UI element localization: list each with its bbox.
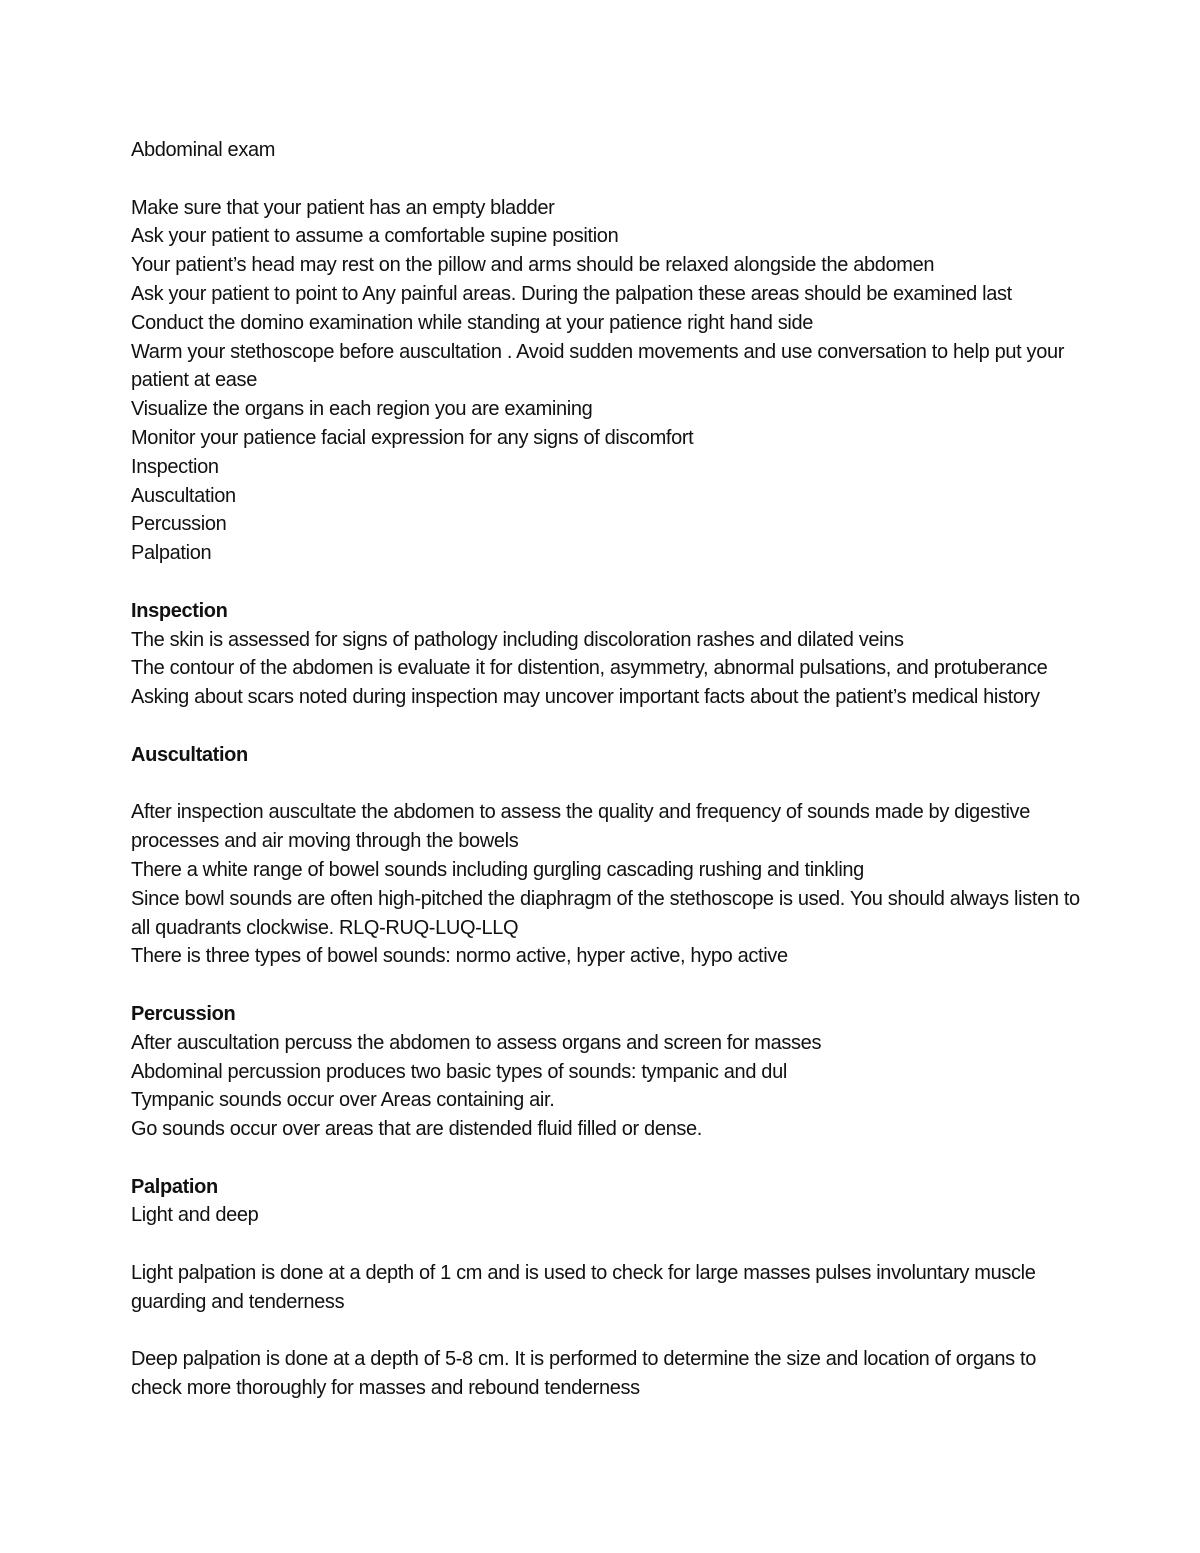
- intro-line: Make sure that your patient has an empty bladder: [131, 196, 555, 219]
- blank-line: [131, 1230, 1081, 1259]
- inspection-line: The skin is assessed for signs of pathology including discoloration rashes and dilated veins: [131, 628, 904, 651]
- blank-line: [131, 1317, 1081, 1346]
- inspection-section: [131, 597, 1081, 712]
- inspection-line: The contour of the abdomen is evaluate it for distention, asymmetry, abnormal pulsations, and protuberance: [131, 657, 1048, 680]
- intro-line: Ask your patient to assume a comfortable supine position: [131, 225, 619, 248]
- intro-line: Inspection: [131, 455, 219, 478]
- percussion-line: After auscultation percuss the abdomen to assess organs and screen for masses: [131, 1031, 822, 1054]
- percussion-line: Tympanic sounds occur over Areas containing air.: [131, 1089, 555, 1112]
- intro-line: Palpation: [131, 542, 212, 565]
- intro-line: Your patient’s head may rest on the pillow and arms should be relaxed alongside the abdomen: [131, 254, 935, 277]
- intro-line: Ask your patient to point to Any painful areas. During the palpation these areas should be examined last: [131, 282, 1012, 305]
- auscultation-line: There a white range of bowel sounds including gurgling cascading rushing and tinkling: [131, 858, 864, 881]
- auscultation-line: There is three types of bowel sounds: normo active, hyper active, hypo active: [131, 945, 788, 968]
- palpation-heading: Palpation: [131, 1175, 218, 1198]
- blank-line: [131, 1144, 1081, 1173]
- intro-line: Percussion: [131, 513, 227, 536]
- document-title: Abdominal exam: [131, 139, 276, 161]
- intro-line: Auscultation: [131, 484, 236, 507]
- intro-line: Warm your stethoscope before auscultation . Avoid sudden movements and use conversation to help put your patient at ease: [131, 340, 1065, 392]
- percussion-line: Abdominal percussion produces two basic types of sounds: tympanic and dul: [131, 1060, 787, 1083]
- intro-line: Visualize the organs in each region you are examining: [131, 398, 593, 421]
- palpation-section: [131, 1173, 1081, 1403]
- percussion-line: Go sounds occur over areas that are distended fluid filled or dense.: [131, 1118, 702, 1141]
- intro-section: [131, 194, 1081, 568]
- auscultation-heading: Auscultation: [131, 743, 248, 766]
- palpation-subtitle: Light and deep: [131, 1204, 259, 1227]
- auscultation-line: After inspection auscultate the abdomen to assess the quality and frequency of sounds made by digestive processes and air moving through the bowels: [131, 801, 1030, 853]
- deep-palpation-paragraph: Deep palpation is done at a depth of 5-8 cm. It is performed to determine the size and location of organs to check more thoroughly for masses and rebound tenderness: [131, 1348, 1036, 1400]
- blank-line: [131, 165, 1081, 194]
- blank-line: [131, 568, 1081, 597]
- inspection-line: Asking about scars noted during inspection may uncover important facts about the patient’s medical history: [131, 686, 1040, 709]
- blank-line: [131, 971, 1081, 1000]
- intro-line: Conduct the domino examination while standing at your patience right hand side: [131, 311, 814, 334]
- blank-line: [131, 712, 1081, 741]
- auscultation-section: [131, 741, 1081, 971]
- blank-line: [131, 770, 1081, 799]
- document-body: [131, 136, 1081, 1403]
- light-palpation-paragraph: Light palpation is done at a depth of 1 cm and is used to check for large masses pulses involuntary muscle guarding and tenderness: [131, 1262, 1036, 1313]
- percussion-section: [131, 1000, 1081, 1144]
- percussion-heading: Percussion: [131, 1002, 236, 1025]
- intro-line: Monitor your patience facial expression for any signs of discomfort: [131, 426, 694, 449]
- inspection-heading: Inspection: [131, 599, 228, 622]
- auscultation-line: Since bowl sounds are often high-pitched the diaphragm of the stethoscope is used. You should always listen to all quadrants clockwise. RLQ-RUQ-LUQ-LLQ: [131, 887, 1080, 939]
